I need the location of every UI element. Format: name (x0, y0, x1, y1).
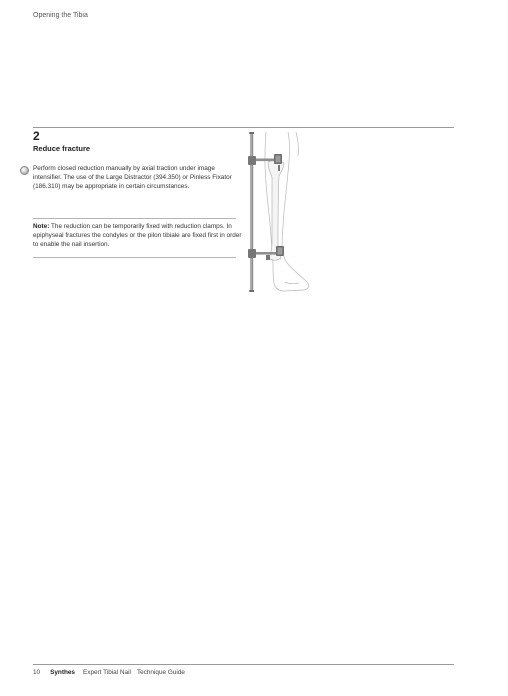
divider-bottom (33, 664, 454, 665)
divider-note-top (33, 218, 236, 219)
leg-outline (265, 132, 309, 291)
divider-note-bottom (33, 257, 236, 258)
section-header: Opening the Tibia (33, 12, 88, 19)
footer-brand: Synthes (50, 669, 75, 676)
step-number: 2 (33, 129, 40, 143)
divider-top (33, 127, 454, 128)
bullet-icon (20, 166, 29, 175)
footer-doc-type: Technique Guide (136, 669, 185, 676)
tibia-bone (268, 161, 284, 261)
note (33, 222, 243, 249)
note-text: The reduction can be temporarily fixed with reduction clamps. In epiphyseal fractures the condyles or the pilon tibiale are fixed first in order to enable the nail insertion. (33, 223, 242, 248)
step-title: Reduce fracture (33, 144, 91, 153)
step-body: Perform closed reduction manually by axial traction under image intensifier. The use of the Large Distractor (394.350) or Pinless Fixator (186.310) may be appropriate in certain circumstances. (33, 165, 232, 190)
footer (33, 669, 185, 676)
distractor-on-leg-illustration (244, 132, 316, 296)
page-number: 10 (33, 669, 41, 676)
note-label: Note: (33, 223, 50, 230)
footer-product: Expert Tibial Nail (82, 669, 131, 676)
